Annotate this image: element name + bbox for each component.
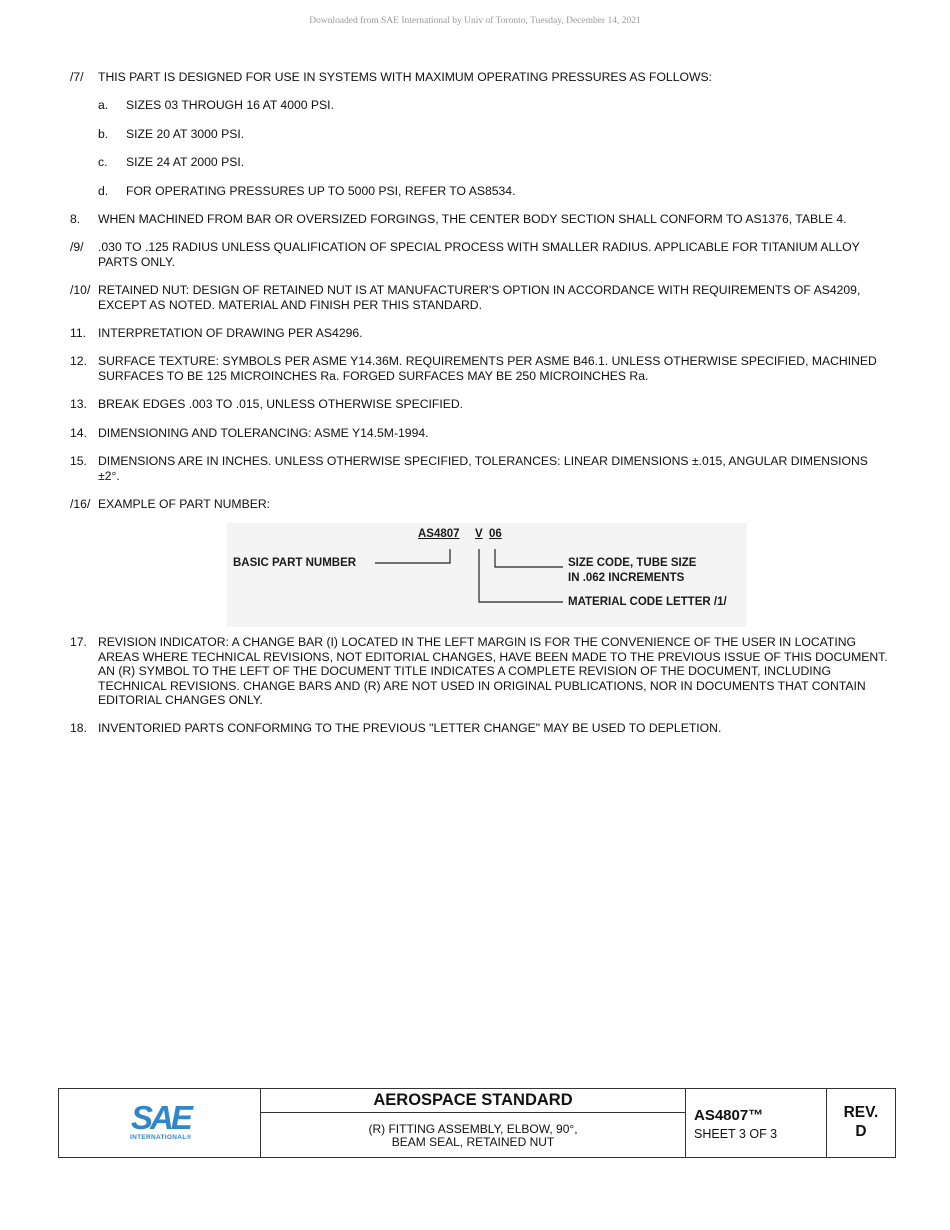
note-13: [70, 397, 890, 411]
material-leader-line: [479, 549, 563, 602]
note-text: WHEN MACHINED FROM BAR OR OVERSIZED FORGINGS, THE CENTER BODY SECTION SHALL CONFORM TO AS1376, TABLE 4.: [98, 212, 847, 227]
note-text: .030 TO .125 RADIUS UNLESS QUALIFICATION OF SPECIAL PROCESS WITH SMALLER RADIUS. APPLICABLE FOR TITANIUM ALLOY PARTS ONLY.: [98, 240, 860, 269]
basic-leader-line: [375, 549, 450, 563]
note-number: 13.: [70, 397, 87, 412]
note-number: 17.: [70, 635, 87, 650]
sub-number: c.: [98, 155, 108, 170]
note-text: DIMENSIONS ARE IN INCHES. UNLESS OTHERWISE SPECIFIED, TOLERANCES: LINEAR DIMENSIONS ±.015, ANGULAR DIMENSIONS ±2°.: [98, 454, 868, 483]
sheet-number: SHEET 3 OF 3: [694, 1127, 778, 1141]
download-watermark: Downloaded from SAE International by Univ of Toronto, Tuesday, December 14, 2021: [309, 16, 641, 26]
logo-subtitle: INTERNATIONAL®: [130, 1134, 192, 1141]
note-14: [70, 426, 890, 440]
part-number-diagram: [70, 523, 890, 629]
title-line-1: (R) FITTING ASSEMBLY, ELBOW, 90°,: [368, 1122, 578, 1136]
note-11: [70, 326, 890, 340]
note-8: [70, 212, 890, 226]
material-code-label: MATERIAL CODE LETTER /1/: [568, 596, 727, 609]
note-text: BREAK EDGES .003 TO .015, UNLESS OTHERWISE SPECIFIED.: [98, 397, 464, 412]
sub-number: b.: [98, 126, 109, 141]
basic-part-number-label: BASIC PART NUMBER: [233, 557, 357, 570]
note-18: [70, 721, 890, 735]
revision: [827, 1089, 895, 1141]
sub-text: FOR OPERATING PRESSURES UP TO 5000 PSI, REFER TO AS8534.: [126, 183, 516, 198]
note-12: [70, 354, 890, 383]
size-increment-label: IN .062 INCREMENTS: [568, 572, 685, 585]
note-text: REVISION INDICATOR: A CHANGE BAR (I) LOCATED IN THE LEFT MARGIN IS FOR THE CONVENIENCE OF THE USER IN LOCATING AREAS WHERE TECHNICAL REVISIONS, NOT EDITORIAL CHANGES, HAVE BEEN MADE TO THE PREVIOUS ISSUE OF THIS DOCUMENT. AN (R) SYMBOL TO THE LEFT OF THE DOCUMENT TITLE INDICATES A COMPLETE REVISION OF THE DOCUMENT, INCLUDING TECHNICAL REVISIONS. CHANGE BARS AND (R) ARE NOT USED IN ORIGINAL PUBLICATIONS, NOR IN DOCUMENTS THAT CONTAIN EDITORIAL CHANGES ONLY.: [98, 635, 888, 707]
note-number: 8.: [70, 212, 81, 227]
note-number: 18.: [70, 721, 87, 736]
note-number: 14.: [70, 425, 87, 440]
note-text: EXAMPLE OF PART NUMBER:: [98, 496, 271, 511]
note-15: [70, 454, 890, 483]
material-code: V: [475, 528, 483, 541]
revision-cell: [827, 1089, 895, 1157]
note-number: /9/: [70, 240, 84, 255]
logo-letters: SAE: [131, 1099, 190, 1136]
sub-text: SIZE 24 AT 2000 PSI.: [126, 155, 245, 170]
note-number: /16/: [70, 496, 91, 511]
standard-heading: AEROSPACE STANDARD: [261, 1089, 685, 1113]
note-7c: [98, 155, 890, 169]
note-text: INTERPRETATION OF DRAWING PER AS4296.: [98, 326, 363, 341]
note-7: [70, 70, 890, 84]
revision-value: D: [855, 1123, 867, 1140]
note-number: 12.: [70, 354, 87, 369]
note-text: THIS PART IS DESIGNED FOR USE IN SYSTEMS WITH MAXIMUM OPERATING PRESSURES AS FOLLOWS:: [98, 70, 712, 84]
logo-cell: [59, 1089, 261, 1157]
revision-label: REV.: [843, 1104, 879, 1121]
note-text: INVENTORIED PARTS CONFORMING TO THE PREVIOUS "LETTER CHANGE" MAY BE USED TO DEPLETION.: [98, 721, 722, 736]
note-7b: [98, 127, 890, 141]
note-7a: [98, 98, 890, 112]
note-10: [70, 283, 890, 312]
title-line-2: BEAM SEAL, RETAINED NUT: [391, 1135, 555, 1149]
base-part-code: AS4807: [418, 528, 460, 541]
note-number: /7/: [70, 70, 84, 84]
sub-text: SIZE 20 AT 3000 PSI.: [126, 126, 245, 141]
note-text: RETAINED NUT: DESIGN OF RETAINED NUT IS AT MANUFACTURER'S OPTION IN ACCORDANCE WITH REQUIREMENTS OF AS4209, EXCEPT AS NOTED. MATERIAL AND FINISH PER THIS STANDARD.: [98, 283, 861, 312]
document-number-cell: [686, 1089, 827, 1157]
sub-number: a.: [98, 98, 109, 113]
note-16: [70, 497, 890, 511]
note-text: DIMENSIONING AND TOLERANCING: ASME Y14.5M-1994.: [98, 425, 429, 440]
note-number: 15.: [70, 454, 87, 469]
sub-number: d.: [98, 183, 109, 198]
note-9: [70, 240, 890, 269]
sub-text: SIZES 03 THROUGH 16 AT 4000 PSI.: [126, 98, 334, 113]
note-7d: [98, 184, 890, 198]
title-cell: [261, 1089, 686, 1157]
sae-logo: [129, 1101, 197, 1145]
size-leader-line: [495, 549, 563, 567]
general-notes: [70, 70, 890, 750]
title-block: [58, 1088, 896, 1158]
note-number: /10/: [70, 283, 91, 298]
size-code: 06: [489, 528, 502, 541]
size-code-label: SIZE CODE, TUBE SIZE: [568, 557, 697, 570]
document-number: AS4807™: [694, 1107, 764, 1124]
note-17: [70, 635, 890, 707]
note-number: 11.: [70, 326, 87, 341]
note-text: SURFACE TEXTURE: SYMBOLS PER ASME Y14.36M. REQUIREMENTS PER ASME B46.1. UNLESS OTHERWISE SPECIFIED, MACHINED SURFACES TO BE 125 MICROINCHES Ra. FORGED SURFACES MAY BE 250 MICROINCHES Ra.: [98, 354, 877, 383]
document-title: [261, 1113, 685, 1149]
